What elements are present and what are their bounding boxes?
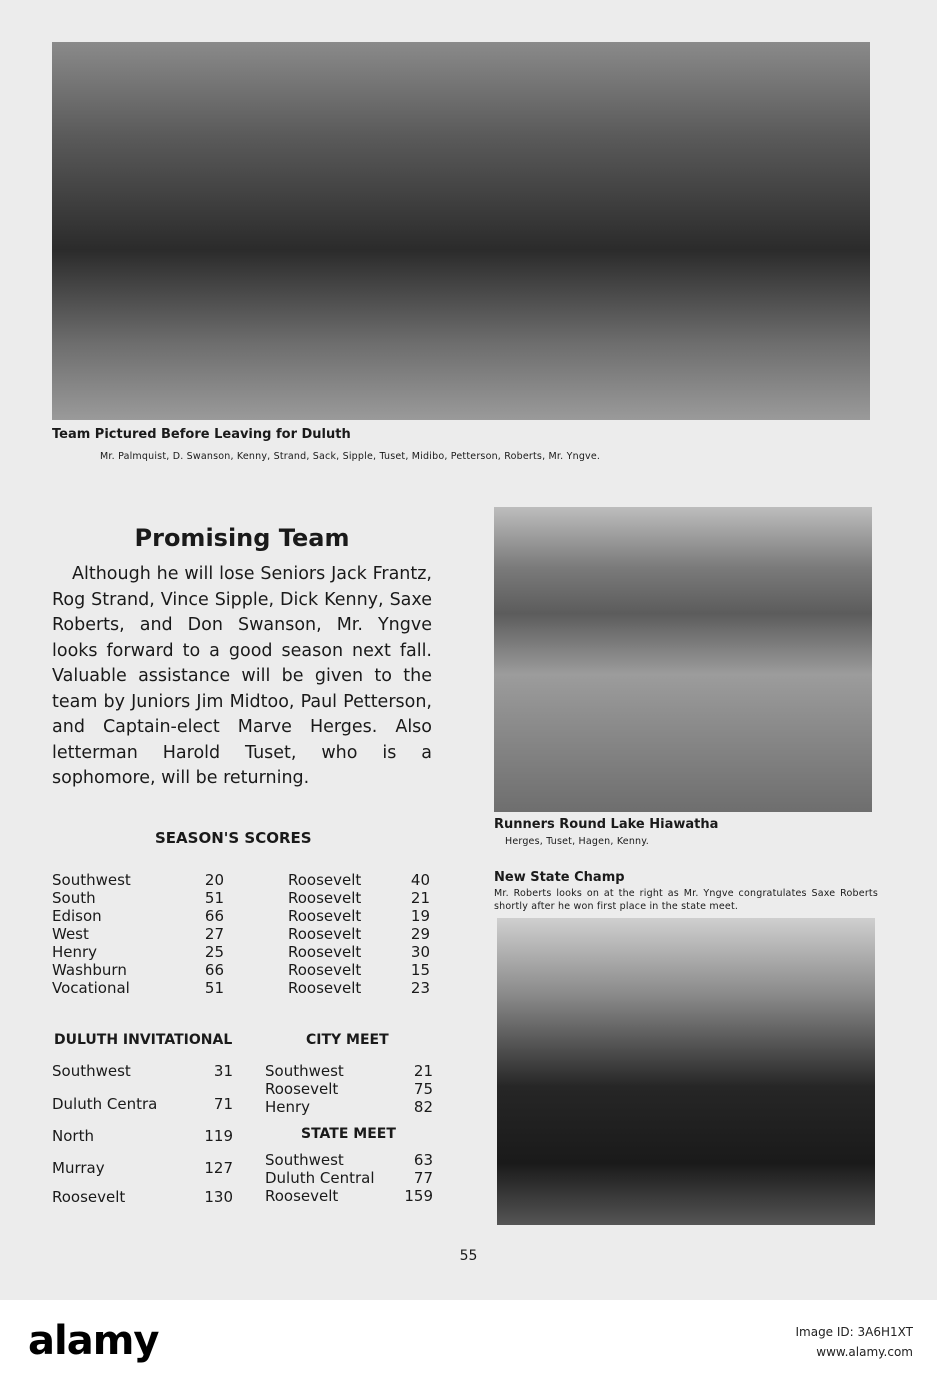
team-score: 71 bbox=[213, 1095, 233, 1113]
page-number: 55 bbox=[459, 1248, 478, 1264]
runners-caption: Runners Round Lake Hiawatha bbox=[494, 817, 719, 832]
team-score: 31 bbox=[213, 1062, 233, 1080]
team-name: Roosevelt bbox=[265, 1187, 339, 1205]
opponent-name: Henry bbox=[52, 943, 98, 961]
team-name: Roosevelt bbox=[52, 1188, 126, 1206]
team-name: Henry bbox=[265, 1098, 311, 1116]
opponent-name: Southwest bbox=[52, 871, 131, 889]
team-score: 19 bbox=[410, 907, 430, 925]
watermark-url: www.alamy.com bbox=[816, 1345, 913, 1359]
team-score: 82 bbox=[413, 1098, 433, 1116]
team-score: 77 bbox=[413, 1169, 433, 1187]
team-score: 63 bbox=[413, 1151, 433, 1169]
team-score: 15 bbox=[410, 961, 430, 979]
team-score: 21 bbox=[413, 1062, 433, 1080]
team-score: 75 bbox=[413, 1080, 433, 1098]
team-name: Southwest bbox=[265, 1151, 344, 1169]
runners-names: Herges, Tuset, Hagen, Kenny. bbox=[505, 836, 649, 847]
watermark-info bbox=[795, 1322, 913, 1362]
duluth-heading: DULUTH INVITATIONAL bbox=[54, 1032, 233, 1048]
team-name: Roosevelt bbox=[288, 979, 362, 997]
image-id: Image ID: 3A6H1XT bbox=[795, 1325, 913, 1339]
team-name: Southwest bbox=[52, 1062, 131, 1080]
team-name: Murray bbox=[52, 1159, 105, 1177]
opponent-name: South bbox=[52, 889, 96, 907]
opponent-score: 51 bbox=[204, 979, 224, 997]
opponent-score: 51 bbox=[204, 889, 224, 907]
opponent-name: West bbox=[52, 925, 89, 943]
opponent-score: 66 bbox=[204, 961, 224, 979]
team-score: 30 bbox=[410, 943, 430, 961]
city-meet-heading: CITY MEET bbox=[306, 1032, 389, 1048]
team-score: 40 bbox=[410, 871, 430, 889]
team-score: 159 bbox=[404, 1187, 433, 1205]
article-body: Although he will lose Seniors Jack Frantz, Rog Strand, Vince Sipple, Dick Kenny, Saxe Roberts, and Don Swanson, Mr. Yngve looks forward to a good season next fall. Valuable assistance will be given to the team by Juniors Jim Midtoo, Paul Petterson, and Captain-elect Marve Herges. Also letterman Harold Tuset, who is a sophomore, will be returning. bbox=[52, 564, 432, 788]
season-scores-heading: SEASON'S SCORES bbox=[155, 829, 312, 847]
state-champ-photo bbox=[497, 918, 875, 1225]
team-name: North bbox=[52, 1127, 94, 1145]
team-score: 23 bbox=[410, 979, 430, 997]
team-name: Roosevelt bbox=[288, 889, 362, 907]
opponent-name: Washburn bbox=[52, 961, 127, 979]
team-name: Roosevelt bbox=[265, 1080, 339, 1098]
team-name: Roosevelt bbox=[288, 961, 362, 979]
opponent-score: 66 bbox=[204, 907, 224, 925]
team-score: 127 bbox=[204, 1159, 233, 1177]
opponent-score: 27 bbox=[204, 925, 224, 943]
team-score: 21 bbox=[410, 889, 430, 907]
opponent-name: Vocational bbox=[52, 979, 130, 997]
team-score: 119 bbox=[204, 1127, 233, 1145]
team-name: Roosevelt bbox=[288, 871, 362, 889]
article-title: Promising Team bbox=[134, 524, 350, 552]
opponent-score: 20 bbox=[204, 871, 224, 889]
champ-description: Mr. Roberts looks on at the right as Mr. Yngve congratulates Saxe Roberts shortly after he won first place in the state meet. bbox=[494, 888, 878, 912]
opponent-score: 25 bbox=[204, 943, 224, 961]
team-name: Roosevelt bbox=[288, 943, 362, 961]
state-meet-heading: STATE MEET bbox=[301, 1126, 396, 1142]
team-photo-names: Mr. Palmquist, D. Swanson, Kenny, Strand, Sack, Sipple, Tuset, Midibo, Petterson, Roberts, Mr. Yngve. bbox=[100, 451, 601, 462]
team-name: Roosevelt bbox=[288, 907, 362, 925]
team-name: Duluth Centra bbox=[52, 1095, 158, 1113]
champ-caption: New State Champ bbox=[494, 870, 625, 885]
watermark-logo: alamy bbox=[28, 1318, 159, 1364]
opponent-name: Edison bbox=[52, 907, 102, 925]
team-name: Duluth Central bbox=[265, 1169, 375, 1187]
team-photo-caption: Team Pictured Before Leaving for Duluth bbox=[52, 427, 351, 442]
team-name: Southwest bbox=[265, 1062, 344, 1080]
team-name: Roosevelt bbox=[288, 925, 362, 943]
team-score: 130 bbox=[204, 1188, 233, 1206]
team-photo bbox=[52, 42, 870, 420]
team-score: 29 bbox=[410, 925, 430, 943]
runners-photo bbox=[494, 507, 872, 812]
